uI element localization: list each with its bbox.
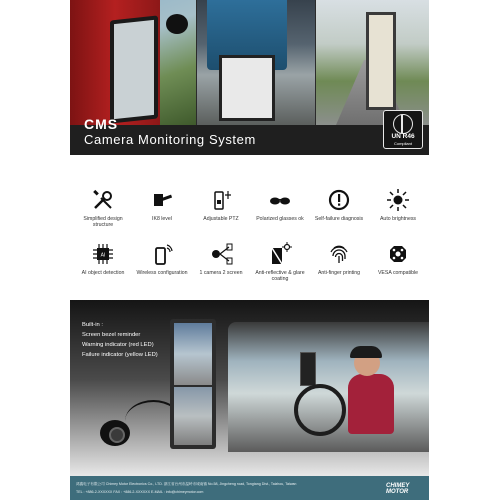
page-subtitle: Camera Monitoring System	[84, 132, 256, 147]
feature-label: IK8 level	[152, 216, 172, 222]
feature-item	[369, 188, 427, 222]
cabin-monitor	[300, 352, 316, 386]
driver-cap	[350, 346, 382, 358]
glare-icon	[268, 242, 292, 266]
brochure-page	[70, 0, 429, 500]
footer-contact: TEL : +886-2-XXXXXX FAX : +886-2-XXXXXX E-MAIL : info@chimeymotor.com	[76, 490, 204, 494]
un-globe-icon	[393, 114, 413, 134]
steering-wheel	[294, 384, 346, 436]
feature-label: Simplified design structure	[83, 216, 123, 229]
feature-grid	[70, 180, 429, 290]
adjust-arrows-icon	[209, 188, 233, 212]
product-showcase	[70, 300, 429, 476]
page-title: CMS	[84, 116, 119, 132]
feature-label: Auto brightness	[379, 216, 417, 222]
footer-address: 鸿鑫电子有限公司 Chimey Motor Electronics Co., LTD. 浙江省台州市温岭市城南镇 No.58, Jingcheng road, Tongtang Dist., Taizhou, Taiwan	[76, 482, 297, 486]
wireless-phone-icon	[150, 242, 174, 266]
cabin-monitor	[219, 55, 275, 121]
feature-item	[251, 242, 309, 283]
feature-item	[192, 242, 250, 276]
hammer-icon	[150, 188, 174, 212]
feature-item	[310, 188, 368, 222]
cms-monitor	[170, 319, 216, 449]
builtin-list	[82, 320, 158, 360]
feature-item	[74, 242, 132, 276]
sun-icon	[386, 188, 410, 212]
badge-caption: Compliant	[393, 141, 412, 146]
builtin-item: Screen bezel reminder	[82, 332, 141, 338]
driver-cabin-photo	[228, 322, 429, 452]
glasses-icon	[268, 188, 292, 212]
fingerprint-icon	[327, 242, 351, 266]
photo-cabin-screen	[197, 0, 315, 125]
wrench-screwdriver-icon	[91, 188, 115, 212]
feature-label: Wireless configuration	[136, 270, 188, 276]
feature-item	[251, 188, 309, 222]
feature-item	[133, 188, 191, 222]
camera-split-icon	[209, 242, 233, 266]
feature-label: Self-failure diagnosis	[314, 216, 364, 222]
photo-road-monitor	[316, 0, 429, 125]
feature-label: VESA compatible	[377, 270, 419, 276]
feature-item	[74, 188, 132, 229]
un-r46-badge	[383, 110, 423, 149]
side-mirror	[110, 15, 158, 123]
builtin-item: Warning indicator (red LED)	[82, 342, 154, 348]
hero-photo-strip	[70, 0, 429, 155]
feature-item	[133, 242, 191, 276]
feature-label: Anti-reflective & glare coating	[255, 270, 305, 283]
chip-icon	[91, 242, 115, 266]
builtin-item: Failure indicator (yellow LED)	[82, 352, 158, 358]
cms-camera	[100, 420, 130, 446]
svg-text:AI: AI	[100, 252, 106, 259]
feature-item	[369, 242, 427, 276]
monitor-upper-view	[174, 323, 212, 385]
vesa-mount-icon	[386, 242, 410, 266]
pillar-monitor	[366, 12, 396, 110]
alert-circle-icon	[327, 188, 351, 212]
badge-regulation: UN R46	[391, 133, 415, 140]
side-camera	[166, 14, 188, 34]
feature-label: AI object detection	[81, 270, 125, 276]
feature-label: 1 camera 2 screen	[199, 270, 243, 276]
driver-figure	[348, 374, 394, 434]
photo-red-truck-mirror	[70, 0, 196, 125]
feature-label: Adjustable PTZ	[203, 216, 239, 222]
footer	[70, 476, 429, 500]
feature-item	[192, 188, 250, 222]
builtin-heading: Built-in :	[82, 322, 103, 328]
feature-label: Anti-finger printing	[317, 270, 361, 276]
monitor-lower-view	[174, 387, 212, 445]
company-logo: CHIMEY MOTOR	[386, 483, 410, 495]
feature-label: Polarized glasses ok	[256, 216, 304, 222]
camera-lens	[109, 427, 125, 443]
feature-item	[310, 242, 368, 276]
